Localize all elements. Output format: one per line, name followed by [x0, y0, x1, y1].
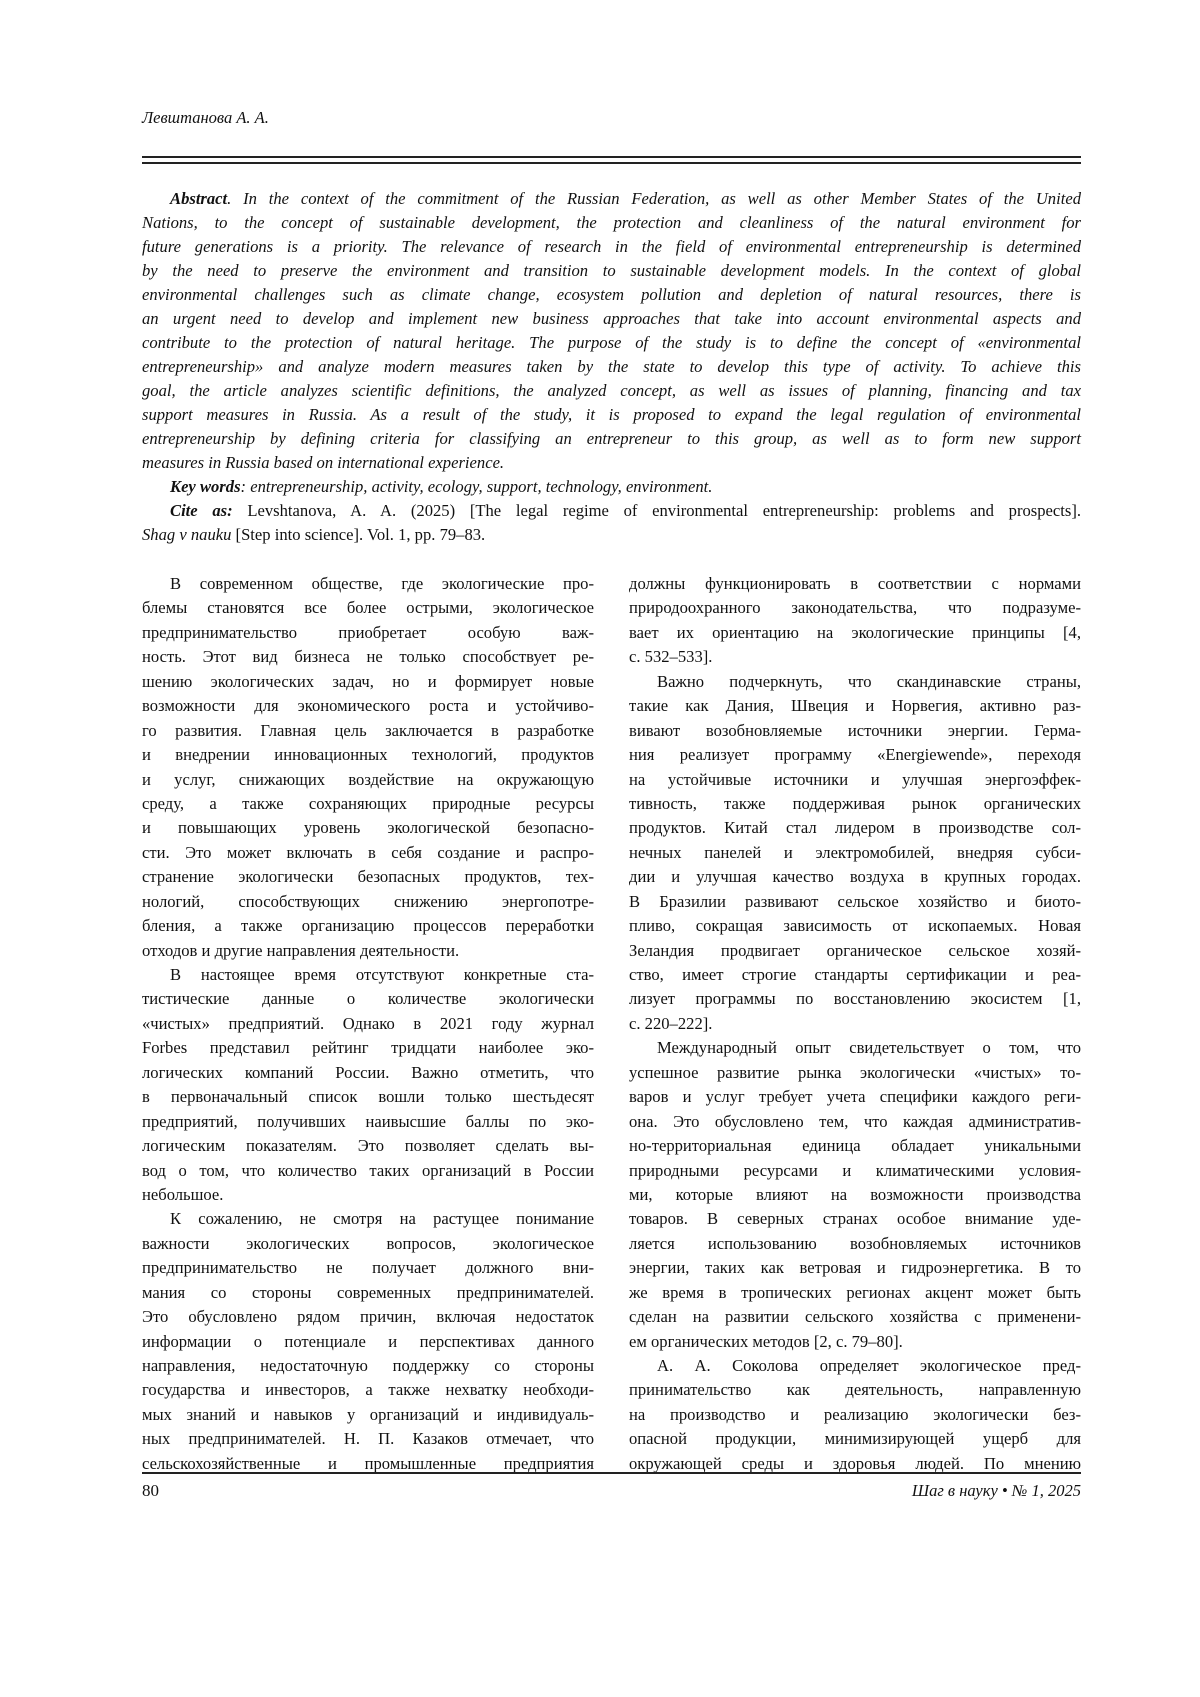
abstract-line: by the need to preserve the environment and transition to sustainable development models. In the context of global	[142, 259, 1081, 283]
body-text-line: ляется использованию возобновляемых источников	[629, 1232, 1081, 1256]
body-text-line: предпринимательство не получает должного вни-	[142, 1256, 594, 1280]
body-text-line: логических компаний России. Важно отметить, что	[142, 1061, 594, 1085]
abstract-label: Abstract	[170, 189, 227, 208]
body-text-line: ство, имеет строгие стандарты сертификации и реа-	[629, 963, 1081, 987]
abstract-line: future generations is a priority. The relevance of research in the field of environmental entrepreneurship is determined	[142, 235, 1081, 259]
body-text-line: лизует программы по восстановлению экосистем [1,	[629, 987, 1081, 1011]
body-text-line: ем органических методов [2, с. 79–80].	[629, 1330, 1081, 1354]
body-text-line: нологий, способствующих снижению энергопотре-	[142, 890, 594, 914]
body-text-line: ность. Этот вид бизнеса не только способствует ре-	[142, 645, 594, 669]
abstract-line: goal, the article analyzes scientific definitions, the analyzed concept, as well as issues of planning, financing and tax	[142, 379, 1081, 403]
body-text-line: блемы становятся все более острыми, экологическое	[142, 596, 594, 620]
body-text-line: успешное развитие рынка экологически «чистых» то-	[629, 1061, 1081, 1085]
body-text-line: природными ресурсами и климатическими условия-	[629, 1159, 1081, 1183]
body-text-line: принимательство как деятельность, направленную	[629, 1378, 1081, 1402]
body-text-line: на производство и реализацию экологически без-	[629, 1403, 1081, 1427]
body-text-line: ми, которые влияют на возможности производства	[629, 1183, 1081, 1207]
keywords	[142, 475, 1081, 499]
body-text-line: дии и улучшая качество воздуха в крупных городах.	[629, 865, 1081, 889]
abstract-line: entrepreneurship» and analyze modern measures taken by the state to develop this type of activity. To achieve this	[142, 355, 1081, 379]
keywords-text: : entrepreneurship, activity, ecology, support, technology, environment.	[241, 477, 713, 496]
body-text-line: в первоначальный список вошли только шестьдесят	[142, 1085, 594, 1109]
body-text-line: но-территориальная единица обладает уникальными	[629, 1134, 1081, 1158]
body-text-line: небольшое.	[142, 1183, 594, 1207]
body-text-line: на устойчивые источники и улучшая энергоэффек-	[629, 768, 1081, 792]
body-text-line: она. Это обусловлено тем, что каждая административ-	[629, 1110, 1081, 1134]
running-title: Левштанова А. А.	[142, 108, 269, 128]
body-text-line: мых знаний и навыков у организаций и индивидуаль-	[142, 1403, 594, 1427]
body-column-right	[629, 572, 1081, 1476]
body-text-line: информации о потенциале и перспективах данного	[142, 1330, 594, 1354]
cite-text-2: [Step into science]. Vol. 1, pp. 79–83.	[231, 525, 485, 544]
body-text-line: энергии, таких как ветровая и гидроэнергетика. В то	[629, 1256, 1081, 1280]
body-text-line: логическим показателям. Это позволяет сделать вы-	[142, 1134, 594, 1158]
abstract-line: entrepreneurship by defining criteria for classifying an entrepreneur to this group, as well as to form new support	[142, 427, 1081, 451]
abstract	[142, 187, 1081, 547]
body-text-line: вает их ориентацию на экологические принципы [4,	[629, 621, 1081, 645]
keywords-label: Key words	[170, 477, 241, 496]
body-text-line: опасной продукции, минимизирующей ущерб для	[629, 1427, 1081, 1451]
footer-rule	[142, 1472, 1081, 1474]
body-text-line: предпринимательство приобретает особую важ-	[142, 621, 594, 645]
abstract-line: support measures in Russia. As a result of the study, it is proposed to expand the legal regulation of environmental	[142, 403, 1081, 427]
journal-footer: Шаг в науку • № 1, 2025	[912, 1481, 1081, 1501]
body-text-line: Важно подчеркнуть, что скандинавские страны,	[629, 670, 1081, 694]
body-text-line: такие как Дания, Швеция и Норвегия, активно раз-	[629, 694, 1081, 718]
body-text-line: направления, недостаточную поддержку со стороны	[142, 1354, 594, 1378]
body-text-line: товаров. В северных странах особое внимание уде-	[629, 1207, 1081, 1231]
body-text-line: отходов и другие направления деятельности.	[142, 939, 594, 963]
abstract-line	[142, 187, 1081, 211]
body-text-line: тистические данные о количестве экологически	[142, 987, 594, 1011]
body-text-line: среду, а также сохраняющих природные ресурсы	[142, 792, 594, 816]
body-text-line: и повышающих уровень экологической безопасно-	[142, 816, 594, 840]
body-text-line: варов и услуг требует учета специфики каждого реги-	[629, 1085, 1081, 1109]
body-text-line: с. 220–222].	[629, 1012, 1081, 1036]
body-text-line: должны функционировать в соответствии с нормами	[629, 572, 1081, 596]
body-text-line: Это обусловлено рядом причин, включая недостаток	[142, 1305, 594, 1329]
body-text-line: нечных панелей и электромобилей, внедряя субси-	[629, 841, 1081, 865]
body-text-line: го развития. Главная цель заключается в разработке	[142, 719, 594, 743]
body-text-line: В современном обществе, где экологические про-	[142, 572, 594, 596]
abstract-text: . In the context of the commitment of the Russian Federation, as well as other Member States of the United	[227, 189, 1081, 208]
body-text-line: вод о том, что количество таких организаций в России	[142, 1159, 594, 1183]
body-text-line: сделан на развитии сельского хозяйства с применени-	[629, 1305, 1081, 1329]
abstract-line: contribute to the protection of natural heritage. The purpose of the study is to define the concept of «environmental	[142, 331, 1081, 355]
page-number: 80	[142, 1481, 159, 1501]
abstract-line: measures in Russia based on international experience.	[142, 451, 1081, 475]
body-text-line: «чистых» предприятий. Однако в 2021 году журнал	[142, 1012, 594, 1036]
body-text-line: тивность, также поддерживая рынок органических	[629, 792, 1081, 816]
body-text-line: с. 532–533].	[629, 645, 1081, 669]
body-text-line: природоохранного законодательства, что подразуме-	[629, 596, 1081, 620]
body-text-line: сельскохозяйственные и промышленные предприятия	[142, 1452, 594, 1476]
body-text-line: шению экологических задач, но и формирует новые	[142, 670, 594, 694]
body-text-line: государства и инвесторов, а также нехватку необходи-	[142, 1378, 594, 1402]
body-text-line: сти. Это может включать в себя создание и распро-	[142, 841, 594, 865]
header-double-rule	[142, 156, 1081, 164]
citation-line-2	[142, 523, 1081, 547]
body-column-left	[142, 572, 594, 1476]
body-text-line: предприятий, получивших наивысшие баллы по эко-	[142, 1110, 594, 1134]
abstract-line: an urgent need to develop and implement new business approaches that take into account environmental aspects and	[142, 307, 1081, 331]
body-text-line: Международный опыт свидетельствует о том, что	[629, 1036, 1081, 1060]
body-text-line: возможности для экономического роста и устойчиво-	[142, 694, 594, 718]
body-text-line: и услуг, снижающих воздействие на окружающую	[142, 768, 594, 792]
cite-text: Levshtanova, A. A. (2025) [The legal regime of environmental entrepreneurship: problems and prospects].	[233, 501, 1081, 520]
body-text-line: вивают возобновляемые источники энергии. Герма-	[629, 719, 1081, 743]
body-text-line: и внедрении инновационных технологий, продуктов	[142, 743, 594, 767]
body-text-line: важности экологических вопросов, экологическое	[142, 1232, 594, 1256]
abstract-line: environmental challenges such as climate change, ecosystem pollution and depletion of natural resources, there is	[142, 283, 1081, 307]
body-text-line: пливо, сокращая зависимость от ископаемых. Новая	[629, 914, 1081, 938]
body-text-line: бления, а также организацию процессов переработки	[142, 914, 594, 938]
body-text-line: продуктов. Китай стал лидером в производстве сол-	[629, 816, 1081, 840]
cite-journal: Shag v nauku	[142, 525, 231, 544]
body-text-line: К сожалению, не смотря на растущее понимание	[142, 1207, 594, 1231]
body-text-line: А. А. Соколова определяет экологическое пред-	[629, 1354, 1081, 1378]
abstract-line: Nations, to the concept of sustainable development, the protection and cleanliness of the natural environment for	[142, 211, 1081, 235]
body-text-line: ных предпринимателей. Н. П. Казаков отмечает, что	[142, 1427, 594, 1451]
cite-label: Cite as:	[170, 501, 233, 520]
body-text-line: мания со стороны современных предпринимателей.	[142, 1281, 594, 1305]
body-text-line: окружающей среды и здоровья людей. По мнению	[629, 1452, 1081, 1476]
body-text-line: В настоящее время отсутствуют конкретные ста-	[142, 963, 594, 987]
body-text-line: ния реализует программу «Energiewende», переходя	[629, 743, 1081, 767]
body-text-line: Зеландия продвигает органическое сельское хозяй-	[629, 939, 1081, 963]
citation	[142, 499, 1081, 523]
body-text-line: странение экологически безопасных продуктов, тех-	[142, 865, 594, 889]
body-text-line: В Бразилии развивают сельское хозяйство и биото-	[629, 890, 1081, 914]
body-text-line: же время в тропических регионах акцент может быть	[629, 1281, 1081, 1305]
body-text-line: Forbes представил рейтинг тридцати наиболее эко-	[142, 1036, 594, 1060]
